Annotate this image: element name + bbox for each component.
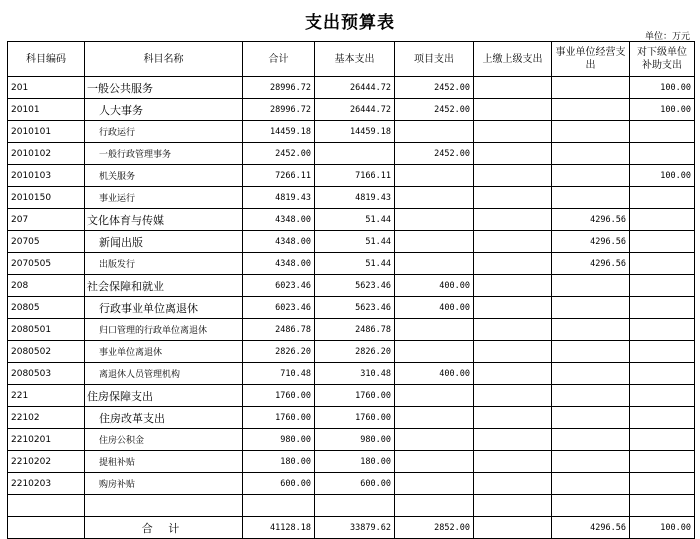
row-total: 1760.00	[243, 385, 315, 407]
row-upper	[474, 253, 552, 275]
row-subsidy	[630, 495, 695, 517]
row-subsidy	[630, 341, 695, 363]
row-operating	[552, 297, 630, 319]
row-code: 2010150	[8, 187, 85, 209]
row-basic	[315, 143, 395, 165]
row-project	[395, 121, 474, 143]
row-total: 6023.46	[243, 275, 315, 297]
row-total: 180.00	[243, 451, 315, 473]
total-subsidy: 100.00	[630, 517, 695, 539]
row-code: 2010101	[8, 121, 85, 143]
row-upper	[474, 429, 552, 451]
row-code: 2210202	[8, 451, 85, 473]
total-basic: 33879.62	[315, 517, 395, 539]
row-basic: 14459.18	[315, 121, 395, 143]
row-project: 400.00	[395, 297, 474, 319]
table-row	[8, 253, 695, 275]
row-project	[395, 187, 474, 209]
header-operating: 事业单位经营支出	[552, 42, 630, 77]
row-upper	[474, 143, 552, 165]
row-project	[395, 429, 474, 451]
row-basic: 51.44	[315, 209, 395, 231]
row-subsidy: 100.00	[630, 77, 695, 99]
table-row	[8, 77, 695, 99]
row-name: 人大事务	[85, 99, 243, 121]
row-name: 行政事业单位离退休	[85, 297, 243, 319]
table-row	[8, 99, 695, 121]
row-project	[395, 407, 474, 429]
row-subsidy	[630, 187, 695, 209]
row-code: 207	[8, 209, 85, 231]
row-basic: 180.00	[315, 451, 395, 473]
row-project	[395, 341, 474, 363]
total-upper	[474, 517, 552, 539]
table-row	[8, 121, 695, 143]
row-total: 4348.00	[243, 209, 315, 231]
row-basic: 1760.00	[315, 407, 395, 429]
row-code: 20805	[8, 297, 85, 319]
row-name	[85, 495, 243, 517]
row-operating	[552, 275, 630, 297]
row-name: 住房公积金	[85, 429, 243, 451]
row-basic	[315, 495, 395, 517]
table-row	[8, 143, 695, 165]
row-upper	[474, 297, 552, 319]
row-name: 行政运行	[85, 121, 243, 143]
row-upper	[474, 451, 552, 473]
row-upper	[474, 209, 552, 231]
table-row	[8, 363, 695, 385]
row-total: 4819.43	[243, 187, 315, 209]
row-upper	[474, 231, 552, 253]
row-upper	[474, 495, 552, 517]
row-subsidy	[630, 253, 695, 275]
row-name: 住房改革支出	[85, 407, 243, 429]
table-body	[8, 77, 695, 517]
row-basic: 1760.00	[315, 385, 395, 407]
table-row	[8, 341, 695, 363]
row-name: 归口管理的行政单位离退休	[85, 319, 243, 341]
row-operating	[552, 385, 630, 407]
row-code: 2210201	[8, 429, 85, 451]
row-name: 离退休人员管理机构	[85, 363, 243, 385]
row-project	[395, 165, 474, 187]
row-operating	[552, 99, 630, 121]
row-code: 2080501	[8, 319, 85, 341]
row-name: 提租补贴	[85, 451, 243, 473]
row-code: 20101	[8, 99, 85, 121]
header-row	[8, 42, 695, 77]
row-basic: 5623.46	[315, 275, 395, 297]
row-project: 2452.00	[395, 143, 474, 165]
table-row	[8, 495, 695, 517]
row-operating	[552, 187, 630, 209]
row-name: 文化体育与传媒	[85, 209, 243, 231]
row-basic: 600.00	[315, 473, 395, 495]
table-row	[8, 231, 695, 253]
header-basic: 基本支出	[315, 42, 395, 77]
row-operating	[552, 451, 630, 473]
row-subsidy	[630, 385, 695, 407]
row-subsidy: 100.00	[630, 165, 695, 187]
row-operating	[552, 77, 630, 99]
row-total: 7266.11	[243, 165, 315, 187]
row-upper	[474, 187, 552, 209]
row-code: 201	[8, 77, 85, 99]
row-operating	[552, 407, 630, 429]
row-name: 事业运行	[85, 187, 243, 209]
header-project: 项目支出	[395, 42, 474, 77]
row-operating	[552, 121, 630, 143]
row-basic: 51.44	[315, 253, 395, 275]
row-operating	[552, 165, 630, 187]
row-operating	[552, 341, 630, 363]
row-basic: 7166.11	[315, 165, 395, 187]
table-row	[8, 407, 695, 429]
row-project	[395, 473, 474, 495]
row-subsidy	[630, 275, 695, 297]
row-upper	[474, 407, 552, 429]
row-subsidy: 100.00	[630, 99, 695, 121]
row-project	[395, 253, 474, 275]
row-operating: 4296.56	[552, 253, 630, 275]
table-row	[8, 451, 695, 473]
table-row	[8, 297, 695, 319]
row-basic: 26444.72	[315, 77, 395, 99]
row-code: 2010102	[8, 143, 85, 165]
row-code: 2070505	[8, 253, 85, 275]
row-operating	[552, 429, 630, 451]
row-total: 28996.72	[243, 99, 315, 121]
row-name: 新闻出版	[85, 231, 243, 253]
row-upper	[474, 385, 552, 407]
row-subsidy	[630, 209, 695, 231]
unit-label: 单位：万元	[644, 32, 690, 42]
total-operating: 4296.56	[552, 517, 630, 539]
row-project	[395, 495, 474, 517]
row-upper	[474, 363, 552, 385]
table-row	[8, 319, 695, 341]
row-upper	[474, 341, 552, 363]
row-subsidy	[630, 407, 695, 429]
row-subsidy	[630, 143, 695, 165]
row-code: 2010103	[8, 165, 85, 187]
row-subsidy	[630, 429, 695, 451]
table-row	[8, 187, 695, 209]
total-label: 合 计	[85, 517, 243, 539]
row-total: 14459.18	[243, 121, 315, 143]
table-row	[8, 275, 695, 297]
row-total: 6023.46	[243, 297, 315, 319]
row-project	[395, 231, 474, 253]
row-code: 2080503	[8, 363, 85, 385]
header-upper: 上缴上级支出	[474, 42, 552, 77]
row-total: 28996.72	[243, 77, 315, 99]
row-code: 22102	[8, 407, 85, 429]
row-name: 机关服务	[85, 165, 243, 187]
row-basic: 980.00	[315, 429, 395, 451]
header-code: 科目编码	[8, 42, 85, 77]
row-total: 710.48	[243, 363, 315, 385]
row-basic: 51.44	[315, 231, 395, 253]
row-project	[395, 451, 474, 473]
row-subsidy	[630, 121, 695, 143]
page-title: 支出预算表	[305, 13, 395, 33]
row-operating	[552, 495, 630, 517]
row-upper	[474, 275, 552, 297]
row-upper	[474, 473, 552, 495]
row-project	[395, 209, 474, 231]
header-total: 合计	[243, 42, 315, 77]
row-basic: 310.48	[315, 363, 395, 385]
row-code	[8, 495, 85, 517]
total-code-cell	[8, 517, 85, 539]
table-row	[8, 473, 695, 495]
row-project	[395, 319, 474, 341]
row-upper	[474, 99, 552, 121]
row-code: 20705	[8, 231, 85, 253]
row-total: 2486.78	[243, 319, 315, 341]
total-project: 2852.00	[395, 517, 474, 539]
row-name: 购房补贴	[85, 473, 243, 495]
row-total: 2452.00	[243, 143, 315, 165]
row-basic: 4819.43	[315, 187, 395, 209]
header-name: 科目名称	[85, 42, 243, 77]
row-name: 出版发行	[85, 253, 243, 275]
table-row	[8, 209, 695, 231]
row-subsidy	[630, 297, 695, 319]
row-total	[243, 495, 315, 517]
row-code: 208	[8, 275, 85, 297]
table-row	[8, 429, 695, 451]
row-total: 2826.20	[243, 341, 315, 363]
row-total: 1760.00	[243, 407, 315, 429]
row-subsidy	[630, 231, 695, 253]
row-name: 社会保障和就业	[85, 275, 243, 297]
row-subsidy	[630, 451, 695, 473]
row-project: 400.00	[395, 275, 474, 297]
table-row	[8, 165, 695, 187]
total-total: 41128.18	[243, 517, 315, 539]
row-project: 2452.00	[395, 77, 474, 99]
row-name: 事业单位离退休	[85, 341, 243, 363]
row-basic: 2826.20	[315, 341, 395, 363]
row-upper	[474, 165, 552, 187]
row-total: 4348.00	[243, 253, 315, 275]
row-operating	[552, 473, 630, 495]
row-name: 住房保障支出	[85, 385, 243, 407]
row-project	[395, 385, 474, 407]
row-total: 4348.00	[243, 231, 315, 253]
row-subsidy	[630, 319, 695, 341]
row-name: 一般行政管理事务	[85, 143, 243, 165]
header-subsidy: 对下级单位补助支出	[630, 42, 695, 77]
row-upper	[474, 77, 552, 99]
row-operating	[552, 363, 630, 385]
row-operating	[552, 319, 630, 341]
row-operating	[552, 143, 630, 165]
row-upper	[474, 319, 552, 341]
total-row	[8, 517, 695, 539]
row-subsidy	[630, 473, 695, 495]
row-operating: 4296.56	[552, 209, 630, 231]
row-code: 2080502	[8, 341, 85, 363]
row-code: 221	[8, 385, 85, 407]
row-project: 400.00	[395, 363, 474, 385]
row-project: 2452.00	[395, 99, 474, 121]
row-total: 980.00	[243, 429, 315, 451]
row-operating: 4296.56	[552, 231, 630, 253]
budget-table	[7, 41, 695, 539]
row-total: 600.00	[243, 473, 315, 495]
row-name: 一般公共服务	[85, 77, 243, 99]
row-code: 2210203	[8, 473, 85, 495]
row-basic: 5623.46	[315, 297, 395, 319]
row-subsidy	[630, 363, 695, 385]
row-upper	[474, 121, 552, 143]
row-basic: 26444.72	[315, 99, 395, 121]
table-row	[8, 385, 695, 407]
row-basic: 2486.78	[315, 319, 395, 341]
